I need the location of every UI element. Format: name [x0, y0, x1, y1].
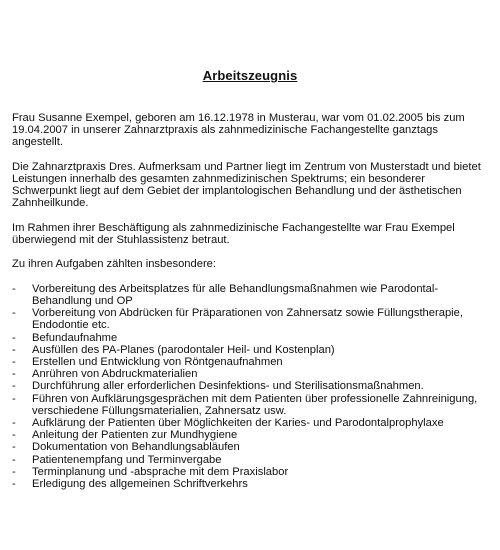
list-item-text: Vorbereitung von Abdrücken für Präparationen von Zahnersatz sowie Füllungstherapie, Endodontie etc. — [32, 307, 463, 332]
list-item — [12, 332, 482, 344]
list-item — [12, 344, 482, 356]
paragraph-tasks-intro: Zu ihren Aufgaben zählten insbesondere: — [12, 258, 217, 271]
list-bullet: - — [12, 368, 16, 381]
paragraph-employment-period: Frau Susanne Exempel, geboren am 16.12.1978 in Musterau, war vom 01.02.2005 bis zum 19.04.2007 in unserer Zahnarztpraxis als zahnmedizinische Fachangestellte ganztags angestellt. — [12, 112, 465, 149]
list-item — [12, 307, 482, 331]
paragraph-practice-description: Die Zahnarztpraxis Dres. Aufmerksam und Partner liegt im Zentrum von Musterstadt und bietet Leistungen innerhalb des gesamten zahnmedizinischen Spektrums; ein besonderer Schwerpunkt liegt auf dem Gebiet der implantologischen Behandlung und der ästhetischen Zahnheilkunde. — [12, 160, 481, 210]
list-item-text: Aufklärung der Patienten über Möglichkeiten der Karies- und Parodontalprophylaxe — [32, 417, 444, 430]
list-bullet: - — [12, 343, 16, 356]
list-item — [12, 356, 482, 368]
list-bullet: - — [12, 356, 16, 368]
list-bullet: - — [12, 453, 16, 466]
list-item — [12, 454, 482, 466]
list-item — [12, 417, 482, 429]
list-item-text: Patientenempfang und Terminvergabe — [32, 453, 222, 466]
list-bullet: - — [12, 429, 16, 442]
list-bullet: - — [12, 392, 16, 405]
list-bullet: - — [12, 478, 16, 491]
list-item — [12, 283, 482, 307]
list-bullet: - — [12, 282, 16, 295]
list-item-text: Durchführung aller erforderlichen Desinfektions- und Sterilisationsmaßnahmen. — [32, 380, 424, 393]
list-item-text: Erstellen und Entwicklung von Röntgenaufnahmen — [32, 356, 283, 368]
list-item — [12, 393, 482, 417]
list-item — [12, 368, 482, 380]
paragraph-role: Im Rahmen ihrer Beschäftigung als zahnmedizinische Fachangestellte war Frau Exempel überwiegend mit der Stuhlassistenz betraut. — [12, 221, 455, 246]
list-item — [12, 478, 482, 490]
list-item — [12, 441, 482, 453]
list-item-text: Führen von Aufklärungsgesprächen mit dem Patienten über professionelle Zahnreinigung, verschiedene Füllungsmaterialien, Zahnersatz usw. — [32, 392, 478, 417]
list-item — [12, 466, 482, 478]
list-bullet: - — [12, 465, 16, 478]
list-bullet: - — [12, 417, 16, 430]
list-item-text: Anleitung der Patienten zur Mundhygiene — [32, 429, 238, 442]
document-title: Arbeitszeugnis — [202, 68, 298, 83]
list-item — [12, 429, 482, 441]
list-bullet: - — [12, 441, 16, 454]
list-item-text: Ausfüllen des PA-Planes (parodontaler Heil- und Kostenplan) — [32, 343, 335, 356]
list-item-text: Terminplanung und -absprache mit dem Praxislabor — [32, 465, 289, 478]
list-bullet: - — [12, 331, 16, 344]
task-list — [12, 283, 482, 490]
list-item-text: Dokumentation von Behandlungsabläufen — [32, 441, 240, 454]
list-item — [12, 380, 482, 392]
list-item-text: Vorbereitung des Arbeitsplatzes für alle Behandlungsmaßnahmen wie Parodontal-Behandlung und OP — [32, 282, 439, 307]
list-bullet: - — [12, 307, 16, 320]
list-bullet: - — [12, 380, 16, 393]
document-body — [12, 112, 482, 490]
list-item-text: Erledigung des allgemeinen Schriftverkehrs — [32, 478, 248, 491]
list-item-text: Anrühren von Abdruckmaterialien — [32, 368, 198, 381]
list-item-text: Befundaufnahme — [32, 331, 118, 344]
